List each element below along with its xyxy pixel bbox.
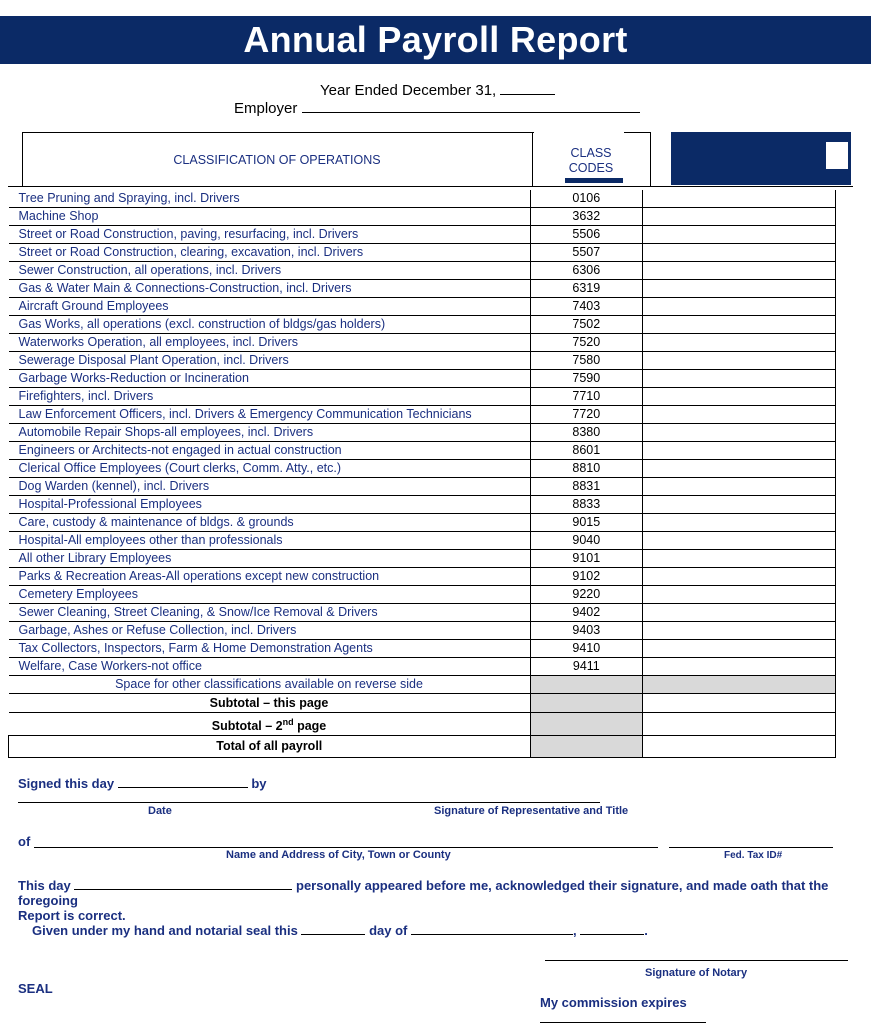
header-bottom-rule xyxy=(8,186,853,187)
payroll-amount-field[interactable] xyxy=(643,622,836,640)
subtotal-2nd-text: Subtotal – 2 xyxy=(211,719,283,734)
table-row xyxy=(9,532,836,550)
table-row xyxy=(9,460,836,478)
class-code: 7720 xyxy=(530,406,643,424)
payroll-amount-field[interactable] xyxy=(643,442,836,460)
table-row xyxy=(9,496,836,514)
table-row xyxy=(9,424,836,442)
classification-description: Gas Works, all operations (excl. construction of bldgs/gas holders) xyxy=(9,316,531,334)
date-label: Date xyxy=(148,805,172,817)
date-signature-rule[interactable] xyxy=(18,802,600,803)
table-row xyxy=(9,244,836,262)
classification-description: Gas & Water Main & Connections-Construction, incl. Drivers xyxy=(9,280,531,298)
classification-description: Hospital-Professional Employees xyxy=(9,496,531,514)
year-ended-line xyxy=(320,80,555,99)
header-divider-1 xyxy=(532,132,533,186)
notary-signature-rule[interactable] xyxy=(545,960,848,961)
employer-line xyxy=(234,98,640,117)
total-code-cell xyxy=(530,736,643,758)
total-payroll-label: Total of all payroll xyxy=(9,736,531,758)
table-row xyxy=(9,262,836,280)
payroll-amount-field[interactable] xyxy=(643,496,836,514)
name-address-label: Name and Address of City, Town or County xyxy=(226,849,451,861)
classification-description: Automobile Repair Shops-all employees, incl. Drivers xyxy=(9,424,531,442)
fed-tax-rule[interactable] xyxy=(669,847,833,848)
table-row xyxy=(9,514,836,532)
payroll-amount-field[interactable] xyxy=(643,298,836,316)
class-code: 9410 xyxy=(530,640,643,658)
classification-description: Dog Warden (kennel), incl. Drivers xyxy=(9,478,531,496)
classification-header: CLASSIFICATION OF OPERATIONS xyxy=(173,153,381,167)
year-ended-label: Year Ended December 31, xyxy=(320,82,497,99)
classification-description: Welfare, Case Workers-not office xyxy=(9,658,531,676)
subtotal-2nd-code-cell xyxy=(530,713,643,736)
commission-rule[interactable] xyxy=(540,1022,706,1023)
subtotal-this-page-field[interactable] xyxy=(643,694,836,713)
classification-description: Care, custody & maintenance of bldgs. & grounds xyxy=(9,514,531,532)
class-code: 9040 xyxy=(530,532,643,550)
table-row xyxy=(9,604,836,622)
appeared-paragraph xyxy=(18,877,848,923)
appeared-text: personally appeared before me, acknowledged their signature, and made oath that the foregoing xyxy=(18,878,829,908)
class-code: 5507 xyxy=(530,244,643,262)
payroll-amount-field[interactable] xyxy=(643,244,836,262)
of-label: of xyxy=(18,834,31,849)
subtotal-2nd-page-field[interactable] xyxy=(643,713,836,736)
table-row xyxy=(9,280,836,298)
total-payroll-field[interactable] xyxy=(643,736,836,758)
signature-rep-label: Signature of Representative and Title xyxy=(434,805,629,817)
classification-description: Garbage, Ashes or Refuse Collection, incl. Drivers xyxy=(9,622,531,640)
classification-description: Tree Pruning and Spraying, incl. Drivers xyxy=(9,190,531,208)
classification-description: Law Enforcement Officers, incl. Drivers & Emergency Communication Technicians xyxy=(9,406,531,424)
space-code-cell xyxy=(530,676,643,694)
table-row xyxy=(9,658,836,676)
payroll-amount-field[interactable] xyxy=(643,388,836,406)
signed-label: Signed this day xyxy=(18,776,115,791)
table-row xyxy=(9,568,836,586)
given-comma: , xyxy=(573,923,577,938)
classification-description: Street or Road Construction, clearing, excavation, incl. Drivers xyxy=(9,244,531,262)
payroll-amount-field[interactable] xyxy=(643,586,836,604)
this-day-label: This day xyxy=(18,878,71,893)
subtotal-this-page-label: Subtotal – this page xyxy=(9,694,531,713)
report-correct: Report is correct. xyxy=(18,908,126,923)
by-label: by xyxy=(251,776,267,791)
class-label: CLASS xyxy=(570,146,612,160)
codes-underline-bar xyxy=(565,178,623,183)
signed-line xyxy=(18,775,267,791)
employer-label: Employer xyxy=(234,100,298,117)
table-row xyxy=(9,316,836,334)
table-row xyxy=(9,640,836,658)
payroll-amount-field[interactable] xyxy=(643,406,836,424)
table-row xyxy=(9,226,836,244)
payroll-amount-field[interactable] xyxy=(643,550,836,568)
class-code: 9411 xyxy=(530,658,643,676)
class-code: 8810 xyxy=(530,460,643,478)
report-title: Annual Payroll Report xyxy=(0,16,871,64)
payroll-amount-field[interactable] xyxy=(643,478,836,496)
payroll-amount-field[interactable] xyxy=(643,424,836,442)
table-row xyxy=(9,442,836,460)
space-note-row xyxy=(9,676,836,694)
payroll-amount-field[interactable] xyxy=(643,280,836,298)
subtotal-2nd-page-row xyxy=(9,713,836,736)
classification-description: Parks & Recreation Areas-All operations except new construction xyxy=(9,568,531,586)
payroll-amount-field[interactable] xyxy=(643,514,836,532)
table-row xyxy=(9,352,836,370)
table-row xyxy=(9,208,836,226)
day-of-label: day of xyxy=(369,923,408,938)
table-row xyxy=(9,622,836,640)
signed-day-field[interactable] xyxy=(118,775,248,788)
payroll-amount-field[interactable] xyxy=(643,568,836,586)
payroll-amount-field[interactable] xyxy=(643,334,836,352)
given-period: . xyxy=(644,923,648,938)
seal-label: SEAL xyxy=(18,981,53,996)
given-year-field[interactable] xyxy=(580,922,644,935)
class-code: 9101 xyxy=(530,550,643,568)
class-code: 8601 xyxy=(530,442,643,460)
class-code: 9220 xyxy=(530,586,643,604)
class-code: 7710 xyxy=(530,388,643,406)
table-row xyxy=(9,190,836,208)
class-code: 0106 xyxy=(530,190,643,208)
space-note: Space for other classifications available on reverse side xyxy=(9,676,531,694)
class-code: 8380 xyxy=(530,424,643,442)
classification-description: Waterworks Operation, all employees, incl. Drivers xyxy=(9,334,531,352)
payroll-amount-field[interactable] xyxy=(643,370,836,388)
classification-description: Sewerage Disposal Plant Operation, incl. Drivers xyxy=(9,352,531,370)
header-top-rule xyxy=(22,132,534,133)
given-this-field[interactable] xyxy=(301,922,365,935)
given-month-field[interactable] xyxy=(411,922,573,935)
name-address-rule[interactable] xyxy=(34,847,658,848)
classification-description: Machine Shop xyxy=(9,208,531,226)
classification-description: Hospital-All employees other than professionals xyxy=(9,532,531,550)
classification-description: Sewer Construction, all operations, incl. Drivers xyxy=(9,262,531,280)
subtotal-2nd-page-label xyxy=(9,713,531,736)
codes-label: CODES xyxy=(568,161,614,175)
class-code: 3632 xyxy=(530,208,643,226)
subtotal-2nd-post: page xyxy=(293,719,327,734)
header-top-rule-2 xyxy=(624,132,650,133)
commission-label: My commission expires xyxy=(540,995,687,1010)
class-code: 6319 xyxy=(530,280,643,298)
header-white-notch xyxy=(826,142,848,169)
given-label: Given under my hand and notarial seal this xyxy=(32,923,298,938)
table-row xyxy=(9,298,836,316)
payroll-amount-field[interactable] xyxy=(643,604,836,622)
subtotal-2nd-sup: nd xyxy=(282,717,294,727)
notary-label: Signature of Notary xyxy=(645,967,748,979)
payroll-amount-field[interactable] xyxy=(643,532,836,550)
classification-description: Garbage Works-Reduction or Incineration xyxy=(9,370,531,388)
space-amount-cell xyxy=(643,676,836,694)
table-row xyxy=(9,406,836,424)
payroll-amount-field[interactable] xyxy=(643,190,836,208)
payroll-amount-field[interactable] xyxy=(643,316,836,334)
class-code: 8831 xyxy=(530,478,643,496)
total-payroll-row xyxy=(9,736,836,758)
fed-tax-label: Fed. Tax ID# xyxy=(724,850,783,861)
classification-description: Tax Collectors, Inspectors, Farm & Home Demonstration Agents xyxy=(9,640,531,658)
payroll-amount-field[interactable] xyxy=(643,640,836,658)
payroll-amount-field[interactable] xyxy=(643,208,836,226)
employer-field[interactable] xyxy=(302,98,640,113)
payroll-amount-field[interactable] xyxy=(643,262,836,280)
class-code: 7403 xyxy=(530,298,643,316)
year-field[interactable] xyxy=(500,80,555,95)
subtotal-this-page-row xyxy=(9,694,836,713)
classification-description: Cemetery Employees xyxy=(9,586,531,604)
table-row xyxy=(9,586,836,604)
class-code: 6306 xyxy=(530,262,643,280)
payroll-amount-field[interactable] xyxy=(643,658,836,676)
classification-description: Clerical Office Employees (Court clerks, Comm. Atty., etc.) xyxy=(9,460,531,478)
table-row xyxy=(9,370,836,388)
this-day-field[interactable] xyxy=(74,877,292,890)
class-code: 9102 xyxy=(530,568,643,586)
table-row xyxy=(9,334,836,352)
table-row xyxy=(9,550,836,568)
class-codes-header xyxy=(560,146,622,176)
payroll-amount-field[interactable] xyxy=(643,460,836,478)
header-divider-2 xyxy=(650,132,651,186)
classification-description: Firefighters, incl. Drivers xyxy=(9,388,531,406)
class-code: 9015 xyxy=(530,514,643,532)
class-code: 9402 xyxy=(530,604,643,622)
classification-description: Street or Road Construction, paving, resurfacing, incl. Drivers xyxy=(9,226,531,244)
table-row xyxy=(9,388,836,406)
classification-description: All other Library Employees xyxy=(9,550,531,568)
classification-description: Sewer Cleaning, Street Cleaning, & Snow/Ice Removal & Drivers xyxy=(9,604,531,622)
payroll-amount-field[interactable] xyxy=(643,352,836,370)
payroll-amount-field[interactable] xyxy=(643,226,836,244)
class-code: 9403 xyxy=(530,622,643,640)
classification-description: Engineers or Architects-not engaged in actual construction xyxy=(9,442,531,460)
class-code: 7590 xyxy=(530,370,643,388)
class-code: 7502 xyxy=(530,316,643,334)
given-line xyxy=(32,922,648,938)
classification-description: Aircraft Ground Employees xyxy=(9,298,531,316)
header-navy-block xyxy=(671,132,851,185)
class-code: 7580 xyxy=(530,352,643,370)
table-row xyxy=(9,478,836,496)
class-code: 8833 xyxy=(530,496,643,514)
operations-table-body xyxy=(9,190,836,676)
class-code: 5506 xyxy=(530,226,643,244)
subtotal-this-code-cell xyxy=(530,694,643,713)
operations-table xyxy=(8,190,836,758)
class-code: 7520 xyxy=(530,334,643,352)
